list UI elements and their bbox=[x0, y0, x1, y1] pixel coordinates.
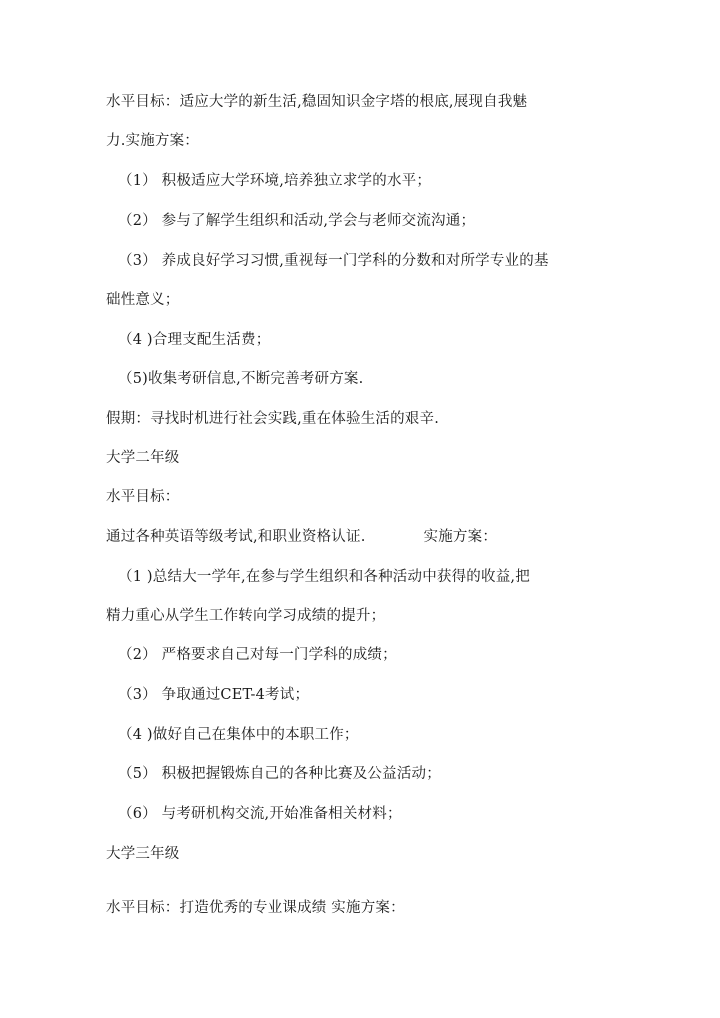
year2-goal-text: 通过各种英语等级考试,和职业资格认证. bbox=[106, 529, 366, 545]
year1-item-4: （4 )合理支配生活费； bbox=[118, 332, 271, 348]
year2-item-5: （5） 积极把握锻炼自己的各种比赛及公益活动； bbox=[118, 766, 441, 782]
year1-item-2: （2） 参与了解学生组织和活动,学会与老师交流沟通； bbox=[118, 213, 476, 229]
year1-holiday: 假期：寻找时机进行社会实践,重在体验生活的艰辛. bbox=[106, 411, 440, 427]
year3-goal-line: 水平目标：打造优秀的专业课成绩 实施方案： bbox=[106, 900, 405, 916]
year2-goal-row bbox=[106, 527, 497, 547]
year1-goal-line2: 力.实施方案： bbox=[106, 133, 200, 149]
year2-item-2: （2） 严格要求自己对每一门学科的成绩； bbox=[118, 647, 397, 663]
year3-heading: 大学三年级 bbox=[106, 846, 180, 862]
year1-item-1: （1） 积极适应大学环境,培养独立求学的水平； bbox=[118, 173, 432, 189]
year2-item-6: （6） 与考研机构交流,开始准备相关材料； bbox=[118, 806, 402, 822]
year1-item-5: （5)收集考研信息,不断完善考研方案. bbox=[118, 371, 364, 387]
year2-heading: 大学二年级 bbox=[106, 450, 180, 466]
year1-item-3-continued: 础性意义； bbox=[106, 292, 180, 308]
year2-item-3: （3） 争取通过CET-4考试； bbox=[118, 687, 310, 703]
year2-goal-label: 水平目标： bbox=[106, 489, 180, 505]
year2-item-1: （1 )总结大一学年,在参与学生组织和各种活动中获得的收益,把 bbox=[118, 569, 530, 585]
year1-goal-line1: 水平目标：适应大学的新生活,稳固知识金字塔的根底,展现自我魅 bbox=[106, 94, 528, 110]
year2-plan-label: 实施方案： bbox=[423, 529, 498, 545]
year2-item-4: （4 )做好自己在集体中的本职工作； bbox=[118, 727, 359, 743]
year2-item-1-continued: 精力重心从学生工作转向学习成绩的提升； bbox=[106, 608, 386, 624]
year1-item-3: （3） 养成良好学习习惯,重视每一门学科的分数和对所学专业的基 bbox=[118, 253, 549, 269]
